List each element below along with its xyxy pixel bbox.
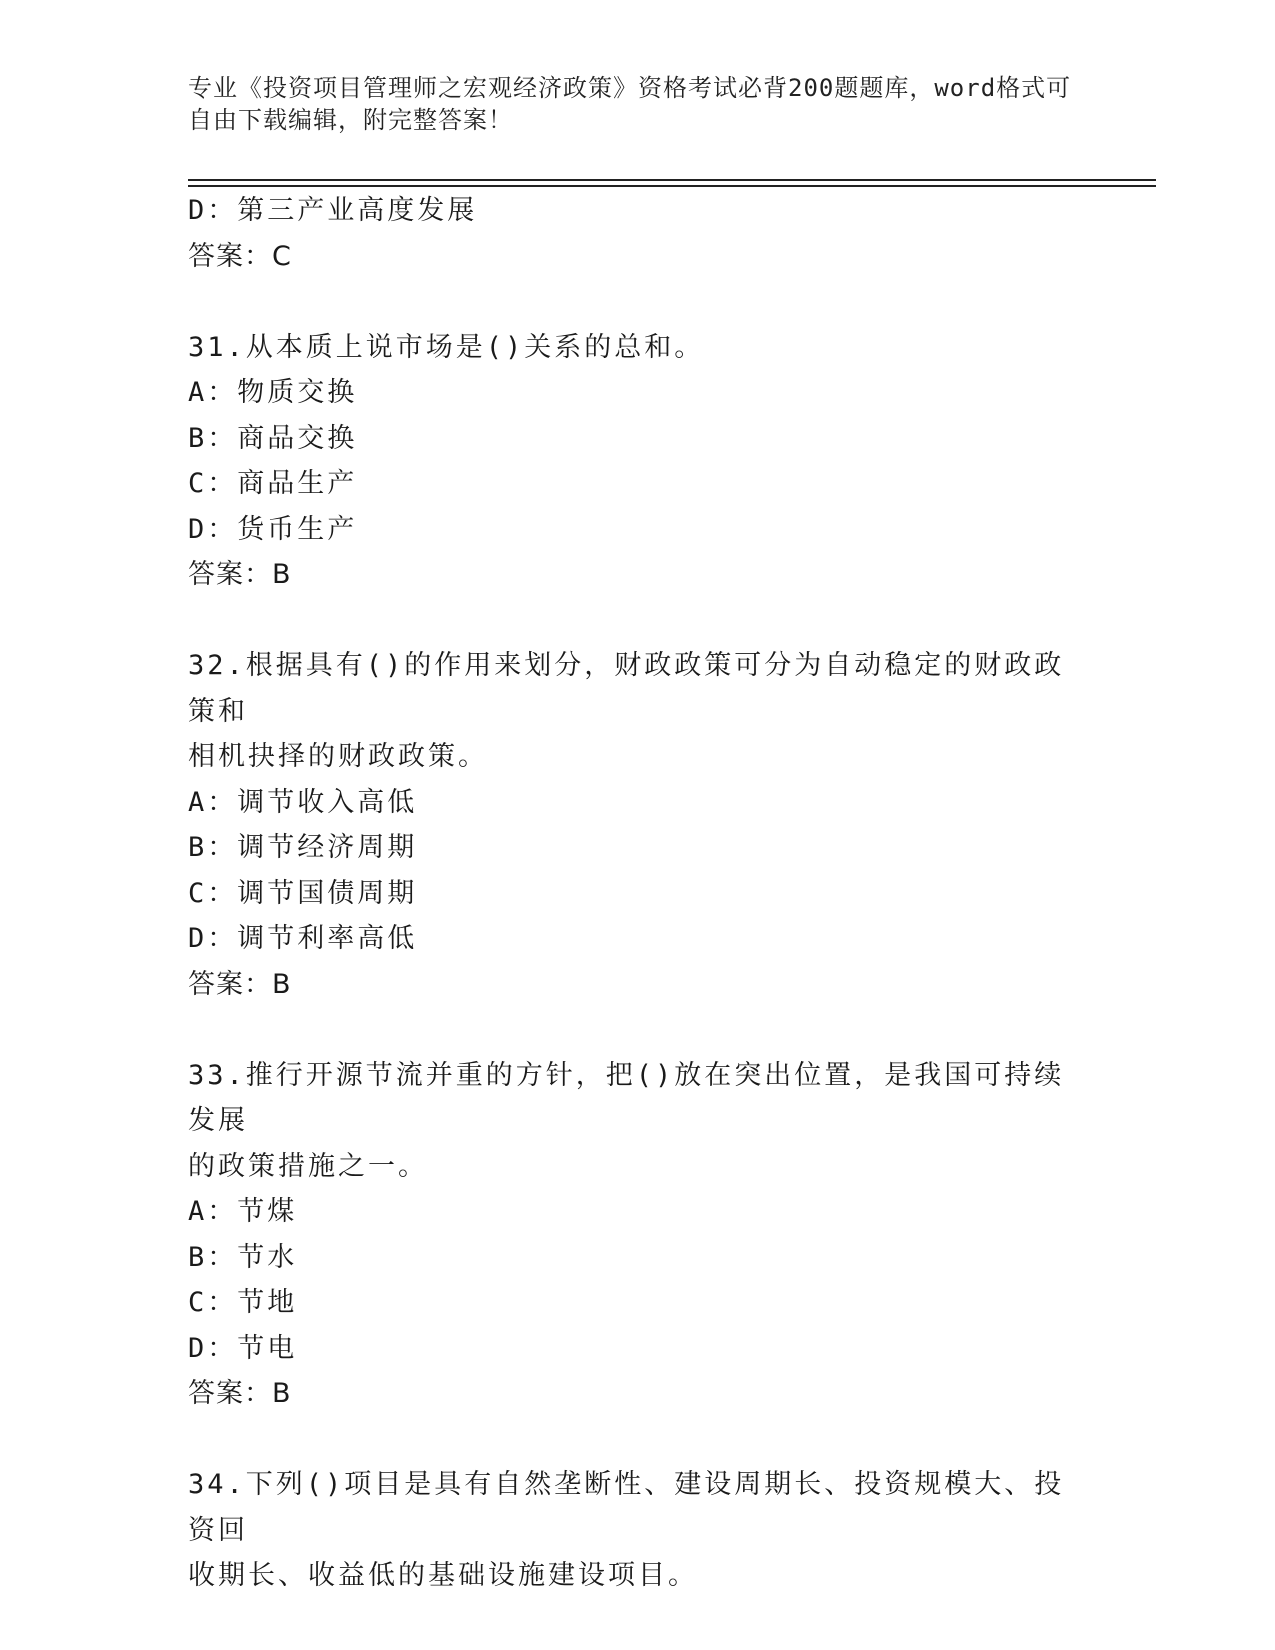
- header-divider-bottom: [188, 185, 1156, 187]
- question-32: [188, 643, 1088, 1007]
- previous-question-tail: [188, 188, 1088, 279]
- option-a: A：节煤: [188, 1196, 298, 1227]
- spacer: [188, 1417, 1088, 1463]
- answer: 答案：C: [188, 240, 292, 272]
- answer: 答案：B: [188, 968, 292, 1000]
- option-c: C：节地: [188, 1287, 298, 1318]
- option-d: D：节电: [188, 1332, 298, 1364]
- question-text-line-1: 34.下列()项目是具有自然垄断性、建设周期长、投资规模大、投资回: [188, 1469, 1065, 1546]
- option-c: C：商品生产: [188, 468, 358, 499]
- option-a: A：物质交换: [188, 377, 358, 408]
- question-text-line-2: 相机抉择的财政政策。: [188, 741, 488, 772]
- question-31: [188, 325, 1088, 598]
- option-c: C：调节国债周期: [188, 877, 418, 909]
- question-text-line-2: 的政策措施之一。: [188, 1150, 428, 1182]
- question-text-line-2: 收期长、收益低的基础设施建设项目。: [188, 1560, 698, 1591]
- header-divider-top: [188, 179, 1156, 181]
- option-d: D：第三产业高度发展: [188, 195, 478, 226]
- option-d: D：货币生产: [188, 513, 358, 545]
- option-b: B：调节经济周期: [188, 832, 418, 863]
- answer: 答案：B: [188, 559, 292, 590]
- question-list: [188, 188, 1088, 1599]
- question-text: 31.从本质上说市场是()关系的总和。: [188, 331, 705, 363]
- header-line-2: 自由下载编辑，附完整答案！: [188, 106, 513, 134]
- option-d: D：调节利率高低: [188, 923, 418, 954]
- spacer: [188, 279, 1088, 325]
- option-a: A：调节收入高低: [188, 786, 418, 818]
- page-header: [188, 72, 1088, 136]
- answer: 答案：B: [188, 1378, 292, 1409]
- spacer: [188, 1007, 1088, 1053]
- option-b: B：商品交换: [188, 422, 358, 454]
- question-33: [188, 1053, 1088, 1417]
- question-text-line-1: 33.推行开源节流并重的方针，把()放在突出位置，是我国可持续发展: [188, 1059, 1065, 1136]
- spacer: [188, 598, 1088, 644]
- option-b: B：节水: [188, 1241, 298, 1273]
- question-text-line-1: 32.根据具有()的作用来划分，财政政策可分为自动稳定的财政政策和: [188, 650, 1065, 727]
- question-34: [188, 1462, 1088, 1599]
- header-line-1: 专业《投资项目管理师之宏观经济政策》资格考试必背200题题库，word格式可: [188, 74, 1072, 102]
